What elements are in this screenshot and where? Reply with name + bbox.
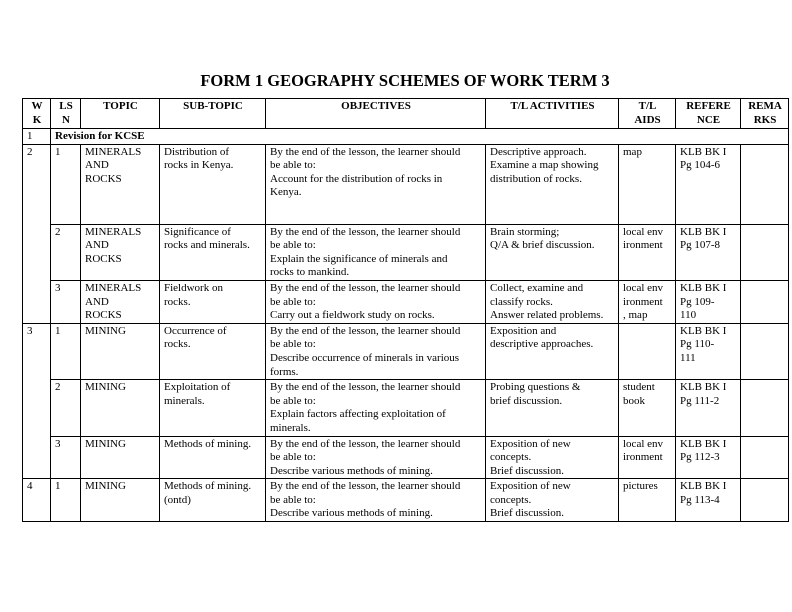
- reference-cell: KLB BK I Pg 113-4: [676, 479, 741, 522]
- reference-cell: KLB BK I Pg 112-3: [676, 436, 741, 479]
- header-activities: T/L ACTIVITIES: [486, 99, 619, 129]
- header-objectives: OBJECTIVES: [266, 99, 486, 129]
- document-title: FORM 1 GEOGRAPHY SCHEMES OF WORK TERM 3: [200, 71, 610, 90]
- subtopic-cell: Fieldwork on rocks.: [160, 280, 266, 323]
- topic-cell: MINERALS AND ROCKS: [81, 280, 160, 323]
- activities-cell: Brain storming; Q/A & brief discussion.: [486, 224, 619, 280]
- aids-cell: local env ironment , map: [619, 280, 676, 323]
- week-cell: 4: [23, 479, 51, 522]
- remarks-cell: [741, 323, 789, 379]
- subtopic-cell: Significance of rocks and minerals.: [160, 224, 266, 280]
- revision-text: Revision for KCSE: [51, 129, 789, 145]
- table-row: [23, 380, 789, 436]
- week-cell: 2: [23, 144, 51, 323]
- reference-cell: KLB BK I Pg 110- 111: [676, 323, 741, 379]
- activities-cell: Probing questions & brief discussion.: [486, 380, 619, 436]
- topic-cell: MINING: [81, 479, 160, 522]
- week-cell: 3: [23, 323, 51, 479]
- revision-row: [23, 129, 789, 145]
- header-row: [23, 99, 789, 129]
- remarks-cell: [741, 144, 789, 224]
- activities-cell: Descriptive approach. Examine a map showing distribution of rocks.: [486, 144, 619, 224]
- header-subtopic: SUB-TOPIC: [160, 99, 266, 129]
- topic-cell: MINING: [81, 380, 160, 436]
- activities-cell: Exposition of new concepts. Brief discussion.: [486, 436, 619, 479]
- aids-cell: [619, 323, 676, 379]
- table-row: [23, 224, 789, 280]
- aids-cell: map: [619, 144, 676, 224]
- remarks-cell: [741, 280, 789, 323]
- table-row: [23, 479, 789, 522]
- subtopic-cell: Occurrence of rocks.: [160, 323, 266, 379]
- objectives-cell: By the end of the lesson, the learner should be able to: Carry out a fieldwork study on rocks.: [266, 280, 486, 323]
- remarks-cell: [741, 436, 789, 479]
- schemes-of-work-table: [22, 98, 789, 522]
- header-topic: TOPIC: [81, 99, 160, 129]
- subtopic-cell: Exploitation of minerals.: [160, 380, 266, 436]
- reference-cell: KLB BK I Pg 111-2: [676, 380, 741, 436]
- aids-cell: local env ironment: [619, 224, 676, 280]
- activities-cell: Exposition and descriptive approaches.: [486, 323, 619, 379]
- header-reference: REFERE NCE: [676, 99, 741, 129]
- objectives-cell: By the end of the lesson, the learner should be able to: Describe occurrence of minerals in various forms.: [266, 323, 486, 379]
- topic-cell: MINERALS AND ROCKS: [81, 144, 160, 224]
- lsn-cell: 2: [51, 224, 81, 280]
- week-cell: 1: [23, 129, 51, 145]
- aids-cell: student book: [619, 380, 676, 436]
- reference-cell: KLB BK I Pg 107-8: [676, 224, 741, 280]
- reference-cell: KLB BK I Pg 104-6: [676, 144, 741, 224]
- header-aids: T/L AIDS: [619, 99, 676, 129]
- aids-cell: local env ironment: [619, 436, 676, 479]
- topic-cell: MINING: [81, 323, 160, 379]
- objectives-cell: By the end of the lesson, the learner should be able to: Describe various methods of mining.: [266, 479, 486, 522]
- table-row: [23, 436, 789, 479]
- objectives-cell: By the end of the lesson, the learner should be able to: Describe various methods of mining.: [266, 436, 486, 479]
- reference-cell: KLB BK I Pg 109- 110: [676, 280, 741, 323]
- table-row: [23, 323, 789, 379]
- lsn-cell: 1: [51, 144, 81, 224]
- aids-cell: pictures: [619, 479, 676, 522]
- table-row: [23, 280, 789, 323]
- lsn-cell: 2: [51, 380, 81, 436]
- table-row: [23, 144, 789, 224]
- remarks-cell: [741, 380, 789, 436]
- remarks-cell: [741, 224, 789, 280]
- lsn-cell: 1: [51, 479, 81, 522]
- subtopic-cell: Methods of mining.: [160, 436, 266, 479]
- objectives-cell: By the end of the lesson, the learner should be able to: Explain the significance of minerals and rocks to mankind.: [266, 224, 486, 280]
- objectives-cell: By the end of the lesson, the learner should be able to: Explain factors affecting exploitation of minerals.: [266, 380, 486, 436]
- header-wk: W K: [23, 99, 51, 129]
- activities-cell: Exposition of new concepts. Brief discussion.: [486, 479, 619, 522]
- header-lsn: LS N: [51, 99, 81, 129]
- subtopic-cell: Methods of mining. (ontd): [160, 479, 266, 522]
- objectives-cell: By the end of the lesson, the learner should be able to: Account for the distribution of rocks in Kenya.: [266, 144, 486, 224]
- lsn-cell: 3: [51, 280, 81, 323]
- activities-cell: Collect, examine and classify rocks. Answer related problems.: [486, 280, 619, 323]
- lsn-cell: 1: [51, 323, 81, 379]
- lsn-cell: 3: [51, 436, 81, 479]
- header-remarks: REMA RKS: [741, 99, 789, 129]
- topic-cell: MINING: [81, 436, 160, 479]
- topic-cell: MINERALS AND ROCKS: [81, 224, 160, 280]
- subtopic-cell: Distribution of rocks in Kenya.: [160, 144, 266, 224]
- remarks-cell: [741, 479, 789, 522]
